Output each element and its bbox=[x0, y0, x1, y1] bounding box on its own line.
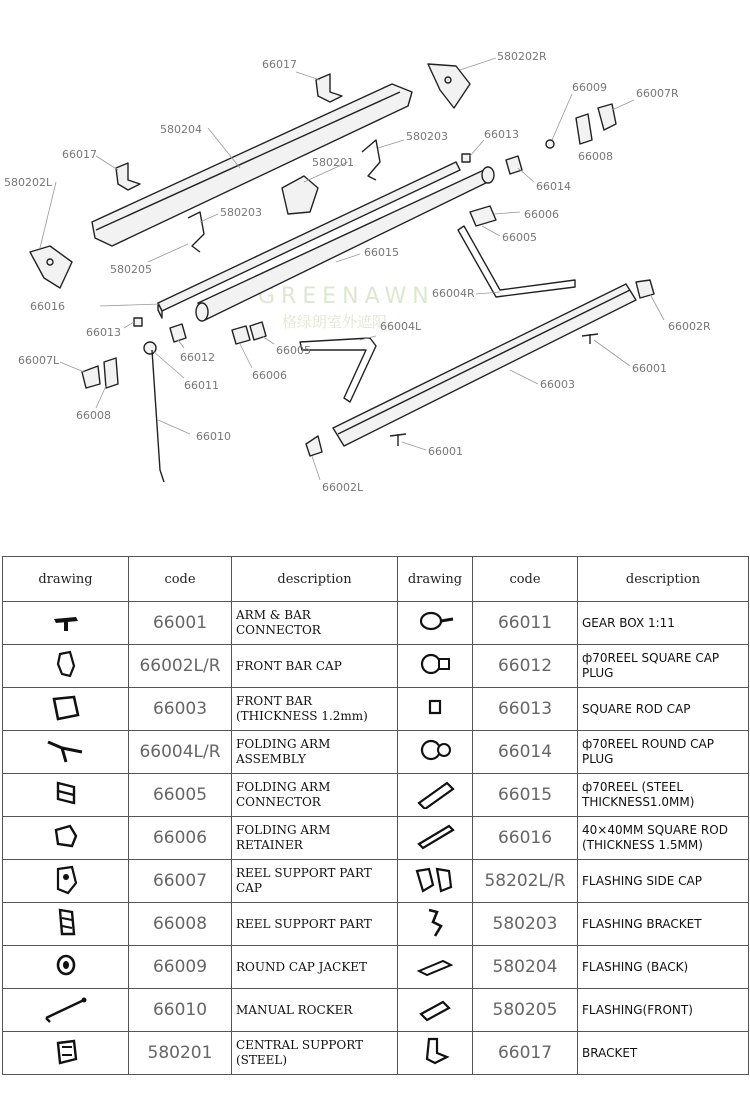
square-rod-cap-icon bbox=[413, 691, 457, 723]
reel-support-part-icon bbox=[44, 906, 88, 938]
description-cell-right: FLASHING SIDE CAP bbox=[578, 860, 749, 903]
code-cell-left: 66005 bbox=[129, 774, 232, 817]
header-code-right: code bbox=[473, 557, 578, 602]
header-description-right: description bbox=[578, 557, 749, 602]
table-row bbox=[3, 903, 749, 946]
label-66015: 66015 bbox=[364, 246, 399, 259]
part-square-rod-cap-left bbox=[134, 318, 142, 326]
description-cell-right: FLASHING (BACK) bbox=[578, 946, 749, 989]
description-cell-left: FRONT BAR CAP bbox=[232, 645, 398, 688]
drawing-cell bbox=[398, 860, 473, 903]
drawing-cell bbox=[3, 903, 129, 946]
part-round-cap-plug bbox=[506, 156, 522, 174]
part-arm-connector-right bbox=[470, 206, 496, 226]
description-cell-right: SQUARE ROD CAP bbox=[578, 688, 749, 731]
folding-arm-connector-icon bbox=[44, 777, 88, 809]
label-66017: 66017 bbox=[262, 58, 297, 71]
code-cell-left: 66006 bbox=[129, 817, 232, 860]
description-cell-left: ROUND CAP JACKET bbox=[232, 946, 398, 989]
table-row bbox=[3, 946, 749, 989]
code-cell-right: 66011 bbox=[473, 602, 578, 645]
drawing-cell bbox=[3, 1032, 129, 1075]
reel-round-cap-plug-icon bbox=[413, 734, 457, 766]
description-cell-left: FOLDING ARM CONNECTOR bbox=[232, 774, 398, 817]
drawing-cell bbox=[398, 774, 473, 817]
label-66016: 66016 bbox=[30, 300, 65, 313]
table-row bbox=[3, 731, 749, 774]
arm-bar-connector-icon bbox=[44, 605, 88, 637]
header-drawing-right: drawing bbox=[398, 557, 473, 602]
description-cell-right: ф70REEL SQUARE CAP PLUG bbox=[578, 645, 749, 688]
front-bar-icon bbox=[44, 691, 88, 723]
round-cap-jacket-icon bbox=[44, 949, 88, 981]
description-cell-right: ф70REEL (STEEL THICKNESS1.0MM) bbox=[578, 774, 749, 817]
header-code-left: code bbox=[129, 557, 232, 602]
description-cell-right: FLASHING(FRONT) bbox=[578, 989, 749, 1032]
part-flashing-bracket-a bbox=[362, 140, 380, 180]
label-580202R: 580202R bbox=[497, 50, 547, 63]
reel-tube-icon bbox=[413, 777, 457, 809]
part-front-bar-cap-left bbox=[306, 436, 322, 456]
code-cell-right: 66013 bbox=[473, 688, 578, 731]
flashing-side-cap-icon bbox=[413, 863, 457, 895]
code-cell-left: 66004L/R bbox=[129, 731, 232, 774]
table-row bbox=[3, 774, 749, 817]
code-cell-left: 66009 bbox=[129, 946, 232, 989]
part-square-cap-plug bbox=[170, 324, 186, 342]
description-cell-left: MANUAL ROCKER bbox=[232, 989, 398, 1032]
label-66008-left: 66008 bbox=[76, 409, 111, 422]
label-66017-left: 66017 bbox=[62, 148, 97, 161]
drawing-cell bbox=[3, 817, 129, 860]
description-cell-right: ф70REEL ROUND CAP PLUG bbox=[578, 731, 749, 774]
part-reel-support-part-left bbox=[104, 358, 118, 388]
description-cell-left: FOLDING ARM ASSEMBLY bbox=[232, 731, 398, 774]
part-arm-bar-connector-b bbox=[390, 434, 406, 446]
drawing-cell bbox=[3, 860, 129, 903]
code-cell-right: 580205 bbox=[473, 989, 578, 1032]
watermark-brand-cn: 格绿朗室外遮阳 bbox=[282, 313, 388, 331]
parts-table-container bbox=[2, 556, 748, 1075]
label-66004L: 66004L bbox=[380, 320, 422, 333]
part-round-cap-jacket bbox=[546, 140, 554, 148]
label-66013-top: 66013 bbox=[484, 128, 519, 141]
manual-rocker-icon bbox=[44, 992, 88, 1024]
reel-support-cap-icon bbox=[44, 863, 88, 895]
central-support-icon bbox=[44, 1035, 88, 1067]
code-cell-left: 66001 bbox=[129, 602, 232, 645]
table-body bbox=[3, 602, 749, 1075]
part-flashing-back bbox=[92, 84, 412, 246]
description-cell-right: GEAR BOX 1:11 bbox=[578, 602, 749, 645]
label-66008-top: 66008 bbox=[578, 150, 613, 163]
drawing-cell bbox=[3, 946, 129, 989]
description-cell-left: REEL SUPPORT PART CAP bbox=[232, 860, 398, 903]
table-row bbox=[3, 860, 749, 903]
label-66009: 66009 bbox=[572, 81, 607, 94]
drawing-cell bbox=[3, 731, 129, 774]
exploded-parts-diagram bbox=[0, 0, 750, 520]
label-66012: 66012 bbox=[180, 351, 215, 364]
code-cell-right: 66017 bbox=[473, 1032, 578, 1075]
label-66004R: 66004R bbox=[432, 287, 475, 300]
label-580203-mid: 580203 bbox=[220, 206, 262, 219]
description-cell-left: ARM & BAR CONNECTOR bbox=[232, 602, 398, 645]
table-row bbox=[3, 645, 749, 688]
label-66006-left: 66006 bbox=[252, 369, 287, 382]
part-side-cap-right bbox=[428, 64, 470, 108]
table-header-row bbox=[3, 557, 749, 602]
code-cell-right: 66015 bbox=[473, 774, 578, 817]
drawing-cell bbox=[398, 645, 473, 688]
part-bracket-left bbox=[116, 163, 140, 190]
drawing-cell bbox=[3, 602, 129, 645]
label-66013-left: 66013 bbox=[86, 326, 121, 339]
reel-square-cap-plug-icon bbox=[413, 648, 457, 680]
code-cell-left: 66010 bbox=[129, 989, 232, 1032]
description-cell-left: REEL SUPPORT PART bbox=[232, 903, 398, 946]
part-bracket-top bbox=[316, 74, 342, 102]
drawing-cell bbox=[398, 946, 473, 989]
drawing-cell bbox=[3, 774, 129, 817]
part-arm-connector-left bbox=[232, 322, 266, 344]
label-66003: 66003 bbox=[540, 378, 575, 391]
part-flashing-bracket-b bbox=[188, 212, 204, 252]
part-front-bar-cap-right bbox=[636, 280, 654, 298]
label-66005-top: 66005 bbox=[502, 231, 537, 244]
folding-arm-icon bbox=[44, 734, 88, 766]
table-row bbox=[3, 989, 749, 1032]
code-cell-right: 58202L/R bbox=[473, 860, 578, 903]
table-row bbox=[3, 688, 749, 731]
label-66014: 66014 bbox=[536, 180, 571, 193]
table-row bbox=[3, 817, 749, 860]
drawing-cell bbox=[398, 731, 473, 774]
drawing-cell bbox=[3, 989, 129, 1032]
description-cell-right: FLASHING BRACKET bbox=[578, 903, 749, 946]
flashing-back-icon bbox=[413, 949, 457, 981]
square-rod-icon bbox=[413, 820, 457, 852]
gear-box-icon bbox=[413, 605, 457, 637]
header-description-left: description bbox=[232, 557, 398, 602]
label-580205: 580205 bbox=[110, 263, 152, 276]
label-66001-right: 66001 bbox=[632, 362, 667, 375]
description-cell-left: CENTRAL SUPPORT (STEEL) bbox=[232, 1032, 398, 1075]
drawing-cell bbox=[3, 645, 129, 688]
label-66002R: 66002R bbox=[668, 320, 711, 333]
flashing-bracket-icon bbox=[413, 906, 457, 938]
parts-table bbox=[2, 556, 749, 1075]
description-cell-left: FOLDING ARM RETAINER bbox=[232, 817, 398, 860]
label-580204: 580204 bbox=[160, 123, 202, 136]
label-66007R: 66007R bbox=[636, 87, 679, 100]
part-reel-support-cap-right bbox=[598, 104, 616, 130]
drawing-cell bbox=[398, 688, 473, 731]
label-66001-left: 66001 bbox=[428, 445, 463, 458]
description-cell-left: FRONT BAR (THICKNESS 1.2mm) bbox=[232, 688, 398, 731]
drawing-cell bbox=[398, 903, 473, 946]
folding-arm-retainer-icon bbox=[44, 820, 88, 852]
part-side-cap-left bbox=[30, 246, 72, 288]
table-row bbox=[3, 1032, 749, 1075]
part-square-rod-cap-top bbox=[462, 154, 470, 162]
drawing-cell bbox=[3, 688, 129, 731]
drawing-cell bbox=[398, 817, 473, 860]
header-drawing-left: drawing bbox=[3, 557, 129, 602]
part-central-support bbox=[282, 176, 318, 214]
part-arm-bar-connector-a bbox=[582, 334, 598, 344]
code-cell-right: 66016 bbox=[473, 817, 578, 860]
code-cell-left: 66003 bbox=[129, 688, 232, 731]
label-66011: 66011 bbox=[184, 379, 219, 392]
label-66007L: 66007L bbox=[18, 354, 60, 367]
label-580201: 580201 bbox=[312, 156, 354, 169]
code-cell-left: 66002L/R bbox=[129, 645, 232, 688]
label-66002L: 66002L bbox=[322, 481, 364, 494]
code-cell-right: 580204 bbox=[473, 946, 578, 989]
flashing-front-icon bbox=[413, 992, 457, 1024]
label-580203-top: 580203 bbox=[406, 130, 448, 143]
watermark-brand: GREENAWN bbox=[258, 284, 435, 309]
code-cell-right: 66012 bbox=[473, 645, 578, 688]
label-66005-left: 66005 bbox=[276, 344, 311, 357]
description-cell-right: BRACKET bbox=[578, 1032, 749, 1075]
bracket-icon bbox=[413, 1035, 457, 1067]
part-reel-support-part-right bbox=[576, 114, 592, 144]
label-580202L: 580202L bbox=[4, 176, 53, 189]
drawing-cell bbox=[398, 1032, 473, 1075]
drawing-cell bbox=[398, 989, 473, 1032]
part-manual-rocker bbox=[152, 350, 164, 482]
code-cell-left: 66008 bbox=[129, 903, 232, 946]
code-cell-left: 66007 bbox=[129, 860, 232, 903]
code-cell-right: 580203 bbox=[473, 903, 578, 946]
label-66006-top: 66006 bbox=[524, 208, 559, 221]
description-cell-right: 40×40MM SQUARE ROD (THICKNESS 1.5MM) bbox=[578, 817, 749, 860]
label-66010: 66010 bbox=[196, 430, 231, 443]
drawing-cell bbox=[398, 602, 473, 645]
code-cell-right: 66014 bbox=[473, 731, 578, 774]
front-bar-cap-icon bbox=[44, 648, 88, 680]
code-cell-left: 580201 bbox=[129, 1032, 232, 1075]
table-row bbox=[3, 602, 749, 645]
part-reel-support-cap-left bbox=[82, 366, 100, 388]
part-folding-arm-left bbox=[300, 338, 376, 402]
